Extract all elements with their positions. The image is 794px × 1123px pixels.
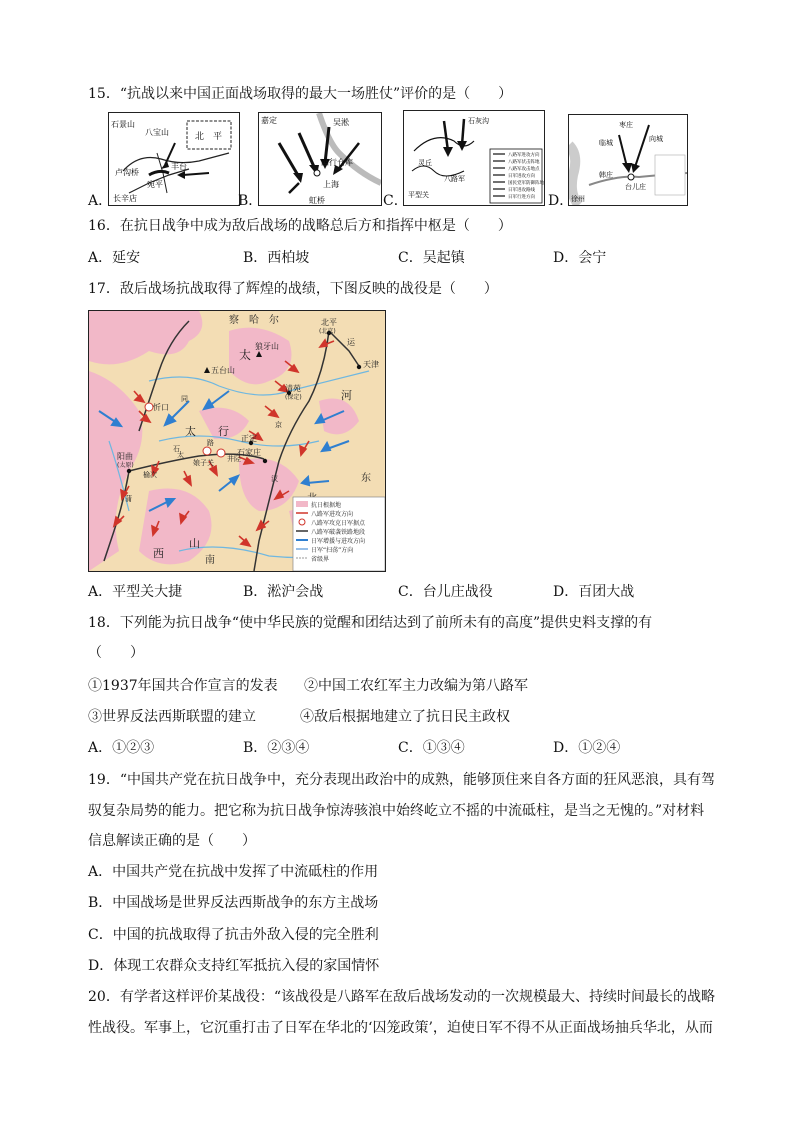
map-d-label: 枣庄 (619, 121, 633, 129)
q17-option-c[interactable]: C．台儿庄战役 (398, 584, 493, 600)
q19-option-c[interactable]: C．中国的抗战取得了抗击外敌入侵的完全胜利 (88, 927, 379, 943)
q18-stem-blank: （ ） (88, 645, 144, 661)
map-label: 太 行 (185, 425, 229, 438)
map-label: 清苑 (285, 384, 301, 393)
map-c-legend-item: 八路军攻击地点 (508, 167, 540, 172)
map-label: 运 (347, 338, 355, 347)
q17-legend-item: 抗日根据地 (311, 502, 342, 509)
map-a-figure (109, 113, 239, 205)
q19-stem-line-2: 驭复杂局势的能力。把它称为抗日战争惊涛骇浪中始终屹立不摇的中流砥柱，是当之无愧的。”对材料 (88, 803, 705, 819)
q18-option-c[interactable]: C．①③④ (398, 740, 465, 756)
map-a-label: 北 平 (195, 132, 223, 142)
map-d-label: 徐州 (571, 195, 585, 203)
map-c-legend-item: 八路军进攻方向 (508, 153, 540, 158)
q17-option-a[interactable]: A．平型关大捷 (88, 584, 183, 600)
map-c-legend-item: 八路军伏击阵地 (508, 160, 540, 165)
map-b-label: 虹桥 (309, 196, 325, 205)
map-a-label: 八宝山 (145, 128, 169, 137)
q19-option-a[interactable]: A．中国共产党在抗战中发挥了中流砥柱的作用 (88, 864, 379, 880)
q17-legend-item: 省级界 (311, 556, 330, 563)
q16-option-c[interactable]: C．吴起镇 (398, 250, 465, 266)
map-d-label: 临城 (599, 139, 613, 147)
map-label: 山 (189, 537, 200, 550)
map-c-legend-item: 日军进攻路线 (508, 188, 535, 193)
map-label: 汉 (271, 475, 278, 483)
map-label: 娘子关 (193, 459, 214, 467)
q17-legend (293, 497, 385, 571)
q17-battle-map (88, 310, 386, 572)
map-b-label: 上海 (323, 180, 339, 189)
map-a-label: 宛平 (147, 180, 163, 189)
map-c-label: 石灰沟 (468, 117, 489, 125)
map-a-label: 石景山 (111, 120, 135, 129)
map-c-label: 灵丘 (418, 159, 432, 167)
q18-option-a[interactable]: A．①②③ (88, 740, 155, 756)
map-label: (保定) (285, 394, 302, 401)
q15-option-d[interactable]: D． (548, 193, 574, 209)
map-label: 南 (205, 555, 215, 566)
q20-stem-line-1: 20．有学者这样评价某战役：“该战役是八路军在敌后战场发动的一次规模最大、持续时间最长的战略 (88, 989, 715, 1005)
map-label: 正定 (241, 434, 257, 443)
q18-option-d[interactable]: D．①②④ (553, 740, 621, 756)
map-b-label: 吴淞 (333, 118, 349, 127)
map-label: 察 哈 尔 (229, 315, 279, 326)
q17-map-figure (89, 311, 385, 571)
map-label: 同 (181, 395, 188, 403)
q18-options (88, 738, 708, 758)
map-c-legend-item: 日军行进方向 (508, 195, 535, 200)
q19-option-b[interactable]: B．中国战场是世界反法西斯战争的东方主战场 (88, 895, 379, 911)
map-b-figure (259, 113, 381, 205)
q19-stem-line-3: 信息解读正确的是（ ） (88, 833, 256, 849)
map-label: 狼牙山 (255, 342, 279, 351)
map-label: 忻口 (153, 403, 169, 412)
map-label: 石家庄 (237, 448, 261, 457)
map-a-label: 丰台 (171, 162, 187, 171)
map-label: 北平 (321, 318, 337, 327)
map-c-label: 八路军 (444, 175, 465, 183)
q16-option-a[interactable]: A．延安 (88, 250, 141, 266)
map-b-label: 四行仓库 (321, 158, 353, 167)
map-label: 路 (207, 439, 214, 447)
map-c-legend-item: 日军进攻方向 (508, 174, 535, 179)
q16-option-b[interactable]: B．西柏坡 (243, 250, 310, 266)
q15-map-c (403, 110, 545, 206)
q18-item-3: ③世界反法西斯联盟的建立 (88, 709, 256, 725)
map-label: 蒲 (125, 495, 132, 503)
q16-stem: 16．在抗日战争中成为敌后战场的战略总后方和指挥中枢是（ ） (88, 218, 512, 234)
q16-option-d[interactable]: D．会宁 (553, 250, 607, 266)
q19-stem-line-1: 19．“中国共产党在抗日战争中，充分表现出政治中的成熟，能够顶住来自各方面的狂风恶浪，具有驾 (88, 772, 715, 788)
q17-option-d[interactable]: D．百团大战 (553, 584, 635, 600)
map-b-label: 嘉定 (261, 116, 277, 125)
map-label: 井陉 (227, 455, 241, 463)
map-d-label: 韩庄 (599, 171, 613, 179)
map-c-figure (404, 111, 544, 205)
map-label: 五台山 (211, 366, 235, 375)
map-c-label: 平型关 (408, 191, 429, 199)
map-c-legend-item: 国民党军防御阵地 (508, 181, 544, 186)
q17-legend-item: 八路军破袭铁路地段 (311, 529, 366, 536)
q17-options (88, 582, 708, 602)
map-label: 太 (177, 451, 184, 459)
map-a-label: 卢沟桥 (115, 168, 139, 177)
map-label: (太原) (117, 462, 134, 469)
map-d-figure (569, 115, 687, 205)
q18-option-b[interactable]: B．②③④ (243, 740, 310, 756)
q15-option-c[interactable]: C． (383, 193, 408, 209)
map-label: 西 (153, 547, 164, 560)
map-label: 太 (239, 348, 252, 362)
q17-legend-item: 八路军攻克日军据点 (311, 520, 366, 527)
q15-stem: 15．“抗战以来中国正面战场取得的最大一场胜仗”评价的是（ ） (88, 86, 513, 102)
map-label: 榆次 (143, 471, 157, 479)
map-a-label: 长辛店 (113, 194, 137, 203)
q15-option-b[interactable]: B． (238, 193, 263, 209)
map-label: (北京) (319, 328, 336, 335)
map-label: 河 (341, 389, 352, 402)
map-label: 京 (275, 421, 282, 429)
q17-stem: 17．敌后战场抗战取得了辉煌的战绩，下图反映的战役是（ ） (88, 281, 498, 297)
q18-item-1: ①1937年国共合作宣言的发表 (88, 678, 278, 694)
map-d-label: 台儿庄 (625, 183, 646, 191)
q17-legend-item: 日军“扫荡”方向 (311, 547, 354, 554)
q16-options (88, 248, 708, 268)
q15-map-a (108, 112, 240, 206)
q19-option-d[interactable]: D．体现工农群众支持红军抵抗入侵的家国情怀 (88, 958, 380, 974)
map-label: 东 (361, 473, 371, 484)
q20-stem-line-2: 性战役。军事上，它沉重打击了日军在华北的‘囚笼政策’，迫使日军不得不从正面战场抽兵华北，从而 (88, 1020, 713, 1036)
q15-map-b (258, 112, 382, 206)
q15-option-a[interactable]: A． (88, 193, 113, 209)
q15-map-d (568, 114, 688, 206)
map-label: 天津 (363, 360, 379, 369)
map-label: 石 (173, 445, 180, 453)
q18-stem: 18．下列能为抗日战争“使中华民族的觉醒和团结达到了前所未有的高度”提供史料支撑的有 (88, 615, 653, 631)
q18-item-2: ②中国工农红军主力改编为第八路军 (304, 678, 528, 694)
map-label: 阳曲 (117, 452, 133, 461)
q18-item-4: ④敌后根据地建立了抗日民主政权 (300, 709, 510, 725)
q17-option-b[interactable]: B．淞沪会战 (243, 584, 324, 600)
q17-legend-item: 日军增援与进攻方向 (311, 538, 366, 545)
q17-legend-item: 八路军进攻方向 (311, 511, 354, 518)
map-d-label: 向城 (649, 135, 663, 143)
